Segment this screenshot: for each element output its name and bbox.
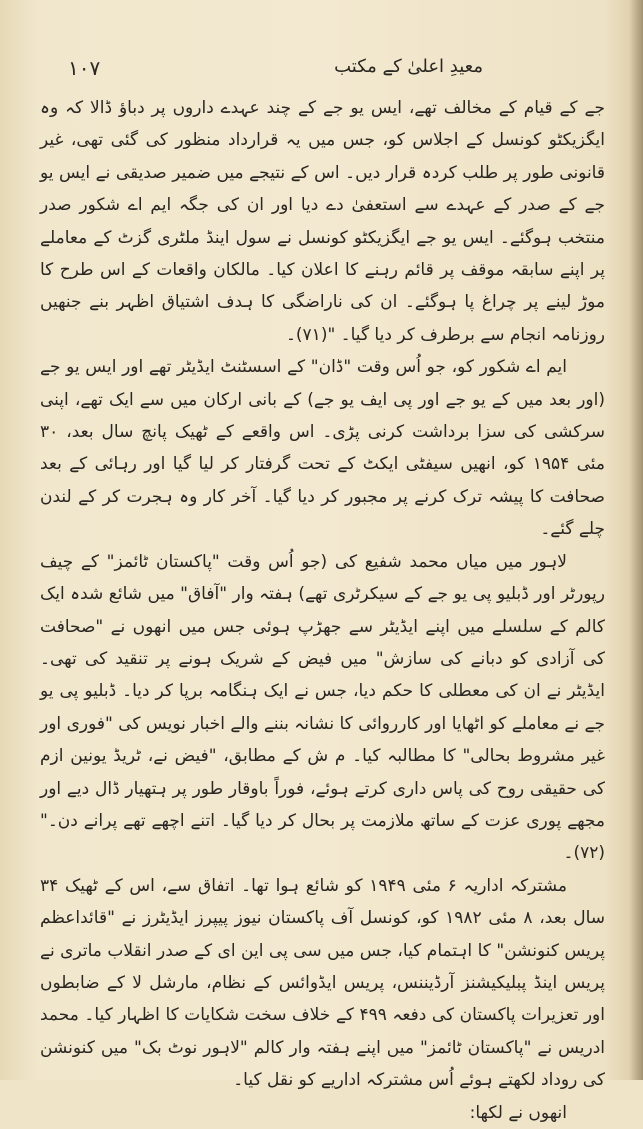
paragraph: لاہور میں میاں محمد شفیع کی (جو اُس وقت "پاکستان ٹائمز" کے چیف رپورٹر اور ڈبلیو پی یو جے کے سیکرٹری تھے) ہفتہ وار "آفاق" میں شائع شدہ ایک کالم کے سلسلے میں اپنے ایڈیٹر سے جھڑپ ہوئی جس میں انھوں نے "صحافت کی آزادی کو دبانے کی سازش" میں فیض کے شریک ہونے پر تنقید کی تھی۔ ایڈیٹر نے ان کی معطلی کا حکم دیا، جس نے ایک ہنگامہ برپا کر دیا۔ ڈبلیو پی یو جے نے معاملے کو اٹھایا اور کارروائی کا نشانہ بننے والے اخبار نویس کی "فوری اور غیر مشروط بحالی" کا مطالبہ کیا۔ م ش کے مطابق، "فیض نے، ٹریڈ یونین ازم کی حقیقی روح کی پاس داری کرتے ہوئے، فوراً باوقار طور پر ہتھیار ڈال دیے اور مجھے پوری عزت کے ساتھ ملازمت پر بحال کر دیا گیا۔ اتنے اچھے تھے پرانے دن۔" (۷۲)۔ [40,551,605,864]
body-text [40,92,605,1129]
page-number: ۱۰۷ [68,56,101,80]
paragraph: انھوں نے لکھا: [469,1102,567,1123]
paragraph: مشترکہ اداریہ ۶ مئی ۱۹۴۹ کو شائع ہوا تھا۔ اتفاق سے، اس کے ٹھیک ۳۴ سال بعد، ۸ مئی ۱۹۸۲ کو، کونسل آف پاکستان نیوز پیپرز ایڈیٹرز نے "قائداعظم پریس کنونشن" کا اہتمام کیا، جس میں سی پی این ای کے صدر انقلاب ماتری نے پریس اینڈ پبلیکیشنز آرڈیننس، پریس ایڈوائس کے نظام، مارشل لا کے ضابطوں اور تعزیرات پاکستان کی دفعہ ۴۹۹ کے خلاف سخت شکایات کا اظہار کیا۔ محمد ادریس نے "پاکستان ٹائمز" میں اپنے ہفتہ وار کالم "لاہور نوٹ بک" میں کنونشن کی روداد لکھتے ہوئے اُس مشترکہ اداریے کو نقل کیا۔ [40,875,605,1091]
paragraph: جے کے قیام کے مخالف تھے، ایس یو جے کے چند عہدے داروں پر دباؤ ڈالا کہ وہ ایگزیکٹو کونسل کے اجلاس کو، جس میں یہ قرارداد منظور کی گئی تھی، غیر قانونی طور پر طلب کردہ قرار دیں۔ اس کے نتیجے میں ضمیر صدیقی نے ایس یو جے کے صدر کے عہدے سے استعفیٰ دے دیا اور ان کی جگہ ایم اے شکور صدر منتخب ہوگئے۔ ایس یو جے ایگزیکٹو کونسل نے سول اینڈ ملٹری گزٹ کے معاملے پر اپنے سابقہ موقف پر قائم رہنے کا اعلان کیا۔ مالکان واقعات کے اس طرح کا موڑ لینے پر چراغ پا ہوگئے۔ ان کی ناراضگی کا ہدف اشتیاق اظہر بنے جنھیں روزنامہ انجام سے برطرف کر دیا گیا۔ "(۷۱)۔ [40,98,605,345]
page-edge-shadow [629,0,643,1080]
paragraph: ایم اے شکور کو، جو اُس وقت "ڈان" کے اسسٹنٹ ایڈیٹر تھے اور ایس یو جے (اور بعد میں کے یو جے اور پی ایف یو جے) کے بانی ارکان میں سے ایک تھے، اپنی سرکشی کی سزا برداشت کرنی پڑی۔ اس واقعے کے ٹھیک پانچ سال بعد، ۳۰ مئی ۱۹۵۴ کو، انھیں سیفٹی ایکٹ کے تحت گرفتار کر لیا گیا اور رہائی کے بعد صحافت کا پیشہ ترک کرنے پر مجبور کر دیا گیا۔ آخر کار وہ ہجرت کر کے لندن چلے گئے۔ [40,357,605,540]
page-header [60,52,603,86]
running-head: معیدِ اعلیٰ کے مکتب [334,56,483,77]
